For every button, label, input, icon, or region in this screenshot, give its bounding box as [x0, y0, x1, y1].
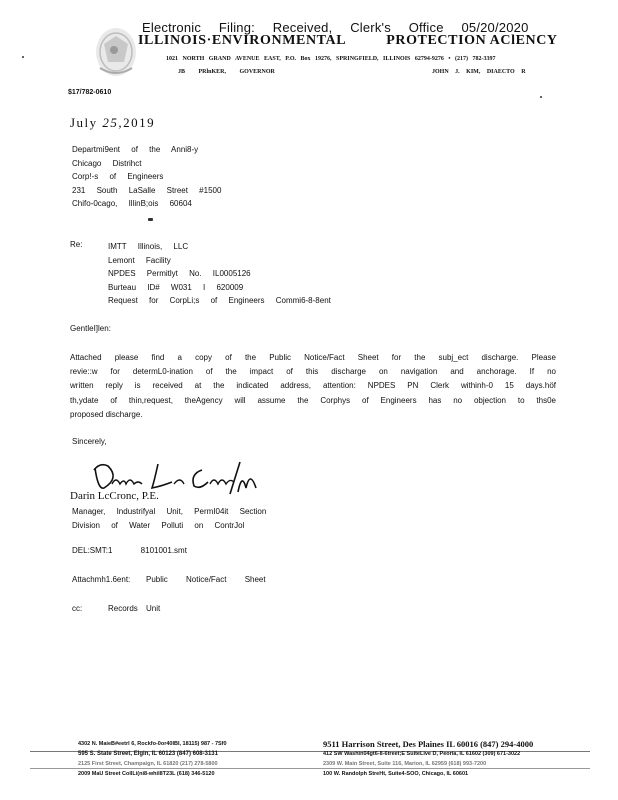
- footer-rule: [30, 768, 590, 769]
- scan-speck: [148, 218, 153, 221]
- phone-number: $17/782-0610: [68, 89, 112, 96]
- cc-value: Records Unit: [108, 604, 161, 613]
- body-line: proposed discharge.: [70, 409, 143, 419]
- re-line: IMTT Illinois, LLC: [108, 242, 189, 251]
- cc-label: cc:: [72, 604, 83, 613]
- footer-office: 595 S. State Street, Elgin, IL 60123 (847) 608-3131: [78, 751, 218, 757]
- signer-title-line: Division of Water Polluti on ContrJol: [72, 520, 245, 530]
- body-paragraph: [70, 351, 556, 422]
- body-line: written reply is received at the indicated address, attention: NPDES PN Clerk withinh-0 15 days.höf: [70, 381, 556, 391]
- date-day: 25,: [102, 115, 124, 130]
- agency-name: [138, 33, 558, 49]
- re-line: Request for CorpLi;s of Engineers Commi6-8-8ent: [108, 296, 331, 305]
- signer-name: Darin LcCronc, P.E.: [70, 490, 159, 502]
- recipient-address: [72, 143, 221, 211]
- recipient-line: Chifo-0cago, IllinB;ois 60604: [72, 199, 192, 208]
- recipient-line: Chicago Distrihct: [72, 158, 142, 168]
- attachment-value: Public Notice/Fact Sheet: [146, 575, 266, 584]
- agency-name-left: ILLINOIS·ENVIRONMENTAL: [138, 33, 347, 48]
- footer-office: 2309 W. Main Street, Suite 116, Marion, IL 62959 (618) 993-7200: [323, 761, 487, 767]
- governor-name: JB PRlnKER, GOVERNOR: [178, 69, 275, 75]
- scan-speck: [22, 56, 24, 58]
- director-name: JOHN J. KIM, DIAECTO R: [432, 69, 526, 75]
- re-line: NPDES Permitlyt No. IL0005126: [108, 269, 251, 278]
- body-line: th,ydate of thin,request, theAgency will assume the Corphys of Engineers has no objection to ths0e: [70, 395, 556, 405]
- recipient-line: 231 South LaSalle Street #1500: [72, 185, 222, 195]
- scan-speck: [540, 96, 542, 98]
- salutation: GentleI]len:: [70, 324, 111, 333]
- signer-title-line: Manager, Industrifyal Unit, PermI04it Section: [72, 507, 267, 516]
- recipient-line: Departmi9ent of the Anni8-y: [72, 145, 199, 154]
- recipient-line: Corp!-s of Engineers: [72, 172, 164, 181]
- re-block: [108, 240, 331, 308]
- state-seal-icon: [90, 22, 138, 80]
- signer-title: [72, 505, 266, 532]
- re-label: Re:: [70, 240, 83, 249]
- filing-stamp: Electronic Filing: Received, Clerk's Office 05/20/2020: [142, 20, 529, 35]
- re-line: Lemont Facility: [108, 255, 171, 265]
- date-year: 2019: [123, 115, 156, 130]
- body-line: Attached please find a copy of the Public Notice/Fact Sheet for the subj_ect discharge. Please: [70, 353, 556, 362]
- agency-address: 1021 NORTH GRAND AVENUE EAST, P.O. Box 19276, SPRINGFIELD, ILLINOIS 62794-9276 • (217) 782-3397: [166, 56, 496, 62]
- date-month: July: [70, 115, 98, 130]
- footer-office: 4302 N. MaieB#eetrl 6, Rockfo-0or40IBI, 18115) 987 - 7Sf0: [78, 741, 227, 747]
- footer-office: 100 W. Randolph StreHt, Suite4-SOO, Chicago, IL 60601: [323, 771, 469, 777]
- reference-code: DEL:SMT:1 8101001.smt: [72, 546, 187, 555]
- agency-name-right: PROTECTION AClENCY: [386, 33, 558, 48]
- attachment-label: Attachmh1.6ent:: [72, 575, 131, 584]
- footer-office: 412 SW Washin04gt6-8-6treet;E SuiteLive D, Peoria, IL 61602 (309) 671-3022: [323, 751, 521, 757]
- footer-office: 2125 First Street, Champaign, IL 61820 (217) 278-5800: [78, 761, 218, 767]
- re-line: Burteau ID# W031 I 620009: [108, 282, 244, 292]
- body-line: revie::w for determL0-ination of the impact of this discharge on navigation and anchorage. If no: [70, 367, 556, 377]
- closing: Sincerely,: [72, 437, 107, 446]
- footer-office: 2009 MaU Street CollLi(ni8-whil8T23L (618) 346-5120: [78, 771, 215, 777]
- letter-date: [70, 115, 155, 131]
- footer-office: 9511 Harrison Street, Des Plaines IL 60016 (847) 294-4000: [323, 739, 534, 749]
